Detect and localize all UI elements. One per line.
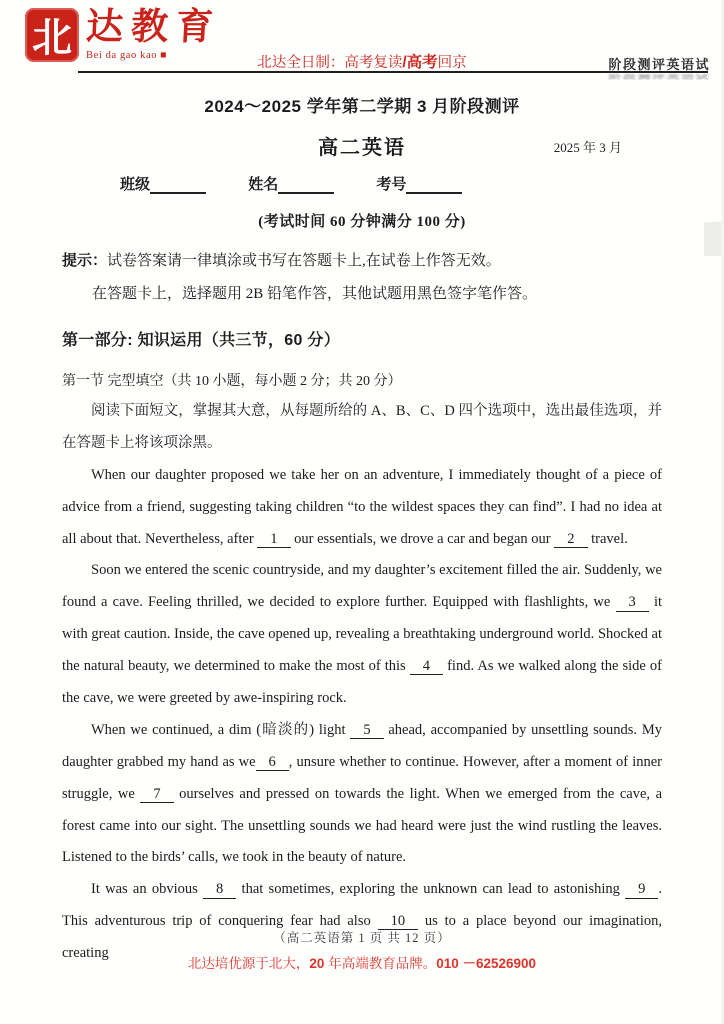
passage-text: . This adventurous trip of conquering fear had also xyxy=(62,881,662,930)
brand-name: 达教育 xyxy=(84,7,223,48)
text-segment: 北达全日制：高考复读 xyxy=(257,55,403,71)
seal-character: 北 xyxy=(32,15,72,60)
cloze-blank-6: 6 xyxy=(256,755,289,771)
cloze-blank-7: 7 xyxy=(140,787,173,803)
cloze-blank-1: 1 xyxy=(257,532,290,548)
part1-heading: 第一部分: 知识运用（共三节，60 分） xyxy=(62,332,341,349)
passage-text: ourselves and pressed on towards the light. When we emerged from the cave, a forest came into our sight. The unsettling sounds we had heard were just the wind rustling the leaves. Listened to the birds’ calls, we took in the beauty of nature. xyxy=(62,785,662,866)
exam-date: 2025 年 3 月 xyxy=(553,140,622,155)
field-name-label: 姓名 xyxy=(248,176,279,193)
cloze-blank-8: 8 xyxy=(203,882,236,898)
page-header xyxy=(0,0,724,81)
text-segment: 北达培优源于北大， xyxy=(187,956,310,971)
notice-line-1 xyxy=(62,249,662,270)
passage-paragraph xyxy=(62,555,662,714)
cloze-blank-10: 10 xyxy=(378,914,419,930)
field-class-label: 班级 xyxy=(120,176,151,193)
passage-text: It was an obvious xyxy=(91,881,204,898)
field-name-blank xyxy=(278,180,334,194)
exam-subject: 高二英语 xyxy=(318,137,406,159)
brand-tagline: Bei da gao kao ■ xyxy=(86,49,168,61)
passage-text: When we continued, a dim (暗淡的) light xyxy=(91,721,351,738)
passage-text: our essentials, we drove a car and began our xyxy=(290,530,555,547)
passage-text: that sometimes, exploring the unknown can lead to astonishing xyxy=(236,881,626,898)
notice-text-1: 试卷答案请一律填涂或书写在答题卡上,在试卷上作答无效。 xyxy=(107,253,501,269)
student-fields xyxy=(120,173,662,194)
field-class xyxy=(120,176,206,193)
passage-text: ahead, accompanied by unsettling sounds. My daughter grabbed my hand as we xyxy=(62,721,662,770)
cloze-blank-2: 2 xyxy=(554,532,587,548)
text-segment: 年高端教育品牌。 xyxy=(324,956,437,971)
field-exam-number-blank xyxy=(406,180,462,194)
notice-line-2: 在答题卡上，选择题用 2B 铅笔作答，其他试题用黑色签字笔作答。 xyxy=(92,286,538,302)
cloze-passage xyxy=(62,460,662,970)
cloze-instructions: 阅读下面短文，掌握其大意，从每题所给的 A、B、C、D 四个选项中，选出最佳选项，并在答题卡上将该项涂黑。 xyxy=(62,403,662,451)
passage-text: us to a place beyond our imagination, creating xyxy=(62,913,662,962)
notice-label: 提示： xyxy=(62,252,108,269)
text-segment: 010 －62526900 xyxy=(436,956,537,971)
cloze-blank-9: 9 xyxy=(625,882,658,898)
duration-note: (考试时间 60 分钟满分 100 分) xyxy=(258,214,466,230)
field-exam-number xyxy=(376,176,462,193)
subject-row xyxy=(62,131,662,161)
field-class-blank xyxy=(150,180,206,194)
passage-text: it with great caution. Inside, the cave opened up, revealing a breathtaking underground world. Shocked at the natural beauty, we determined to make the most of this xyxy=(62,594,663,675)
text-segment: 20 xyxy=(309,956,325,971)
brand-seal-icon xyxy=(25,8,79,62)
passage-paragraph xyxy=(62,460,662,556)
text-segment: 回京 xyxy=(437,55,467,71)
passage-paragraph xyxy=(62,715,662,874)
page-number-info: （高二英语第 1 页 共 12 页） xyxy=(273,931,451,945)
cloze-blank-4: 4 xyxy=(410,659,443,675)
passage-text: When our daughter proposed we take her on an adventure, I immediately thought of a piece of advice from a friend, suggesting taking children “to the wildest spaces they can find”. I had no idea at all about that. Nevertheless, after xyxy=(62,466,662,547)
footer-promo xyxy=(0,952,724,972)
cloze-blank-5: 5 xyxy=(350,723,383,739)
exam-body xyxy=(0,92,724,970)
stamp-echo: 阶段测评英语试 xyxy=(608,73,710,81)
passage-text: find. As we walked along the side of the cave, we were greeted by awe-inspiring rock. xyxy=(62,658,662,707)
section1-heading: 第一节 完型填空（共 10 小题，每小题 2 分；共 20 分） xyxy=(62,374,402,389)
page-footer xyxy=(0,928,724,972)
passage-text: , unsure whether to continue. However, after a moment of inner struggle, we xyxy=(62,753,662,802)
passage-text: Soon we entered the scenic countryside, and my daughter’s excitement filled the air. Suddenly, we found a cave. Feeling thrilled, we decided to explore further. Equipped with flashlights, we xyxy=(62,562,662,611)
exam-title: 2024～2025 学年第二学期 3 月阶段测评 xyxy=(204,97,520,116)
exam-type-stamp xyxy=(608,54,710,91)
field-exam-number-label: 考号 xyxy=(376,176,407,193)
cloze-blank-3: 3 xyxy=(616,595,649,611)
brand-logo xyxy=(25,8,221,62)
passage-text: travel. xyxy=(587,530,628,547)
header-slogan xyxy=(257,50,466,72)
notice-block xyxy=(62,249,662,303)
text-segment: /高考 xyxy=(402,54,438,71)
stamp-text: 阶段测评英语试 xyxy=(608,57,710,72)
field-name xyxy=(248,176,334,193)
brand-text-block xyxy=(86,8,221,61)
